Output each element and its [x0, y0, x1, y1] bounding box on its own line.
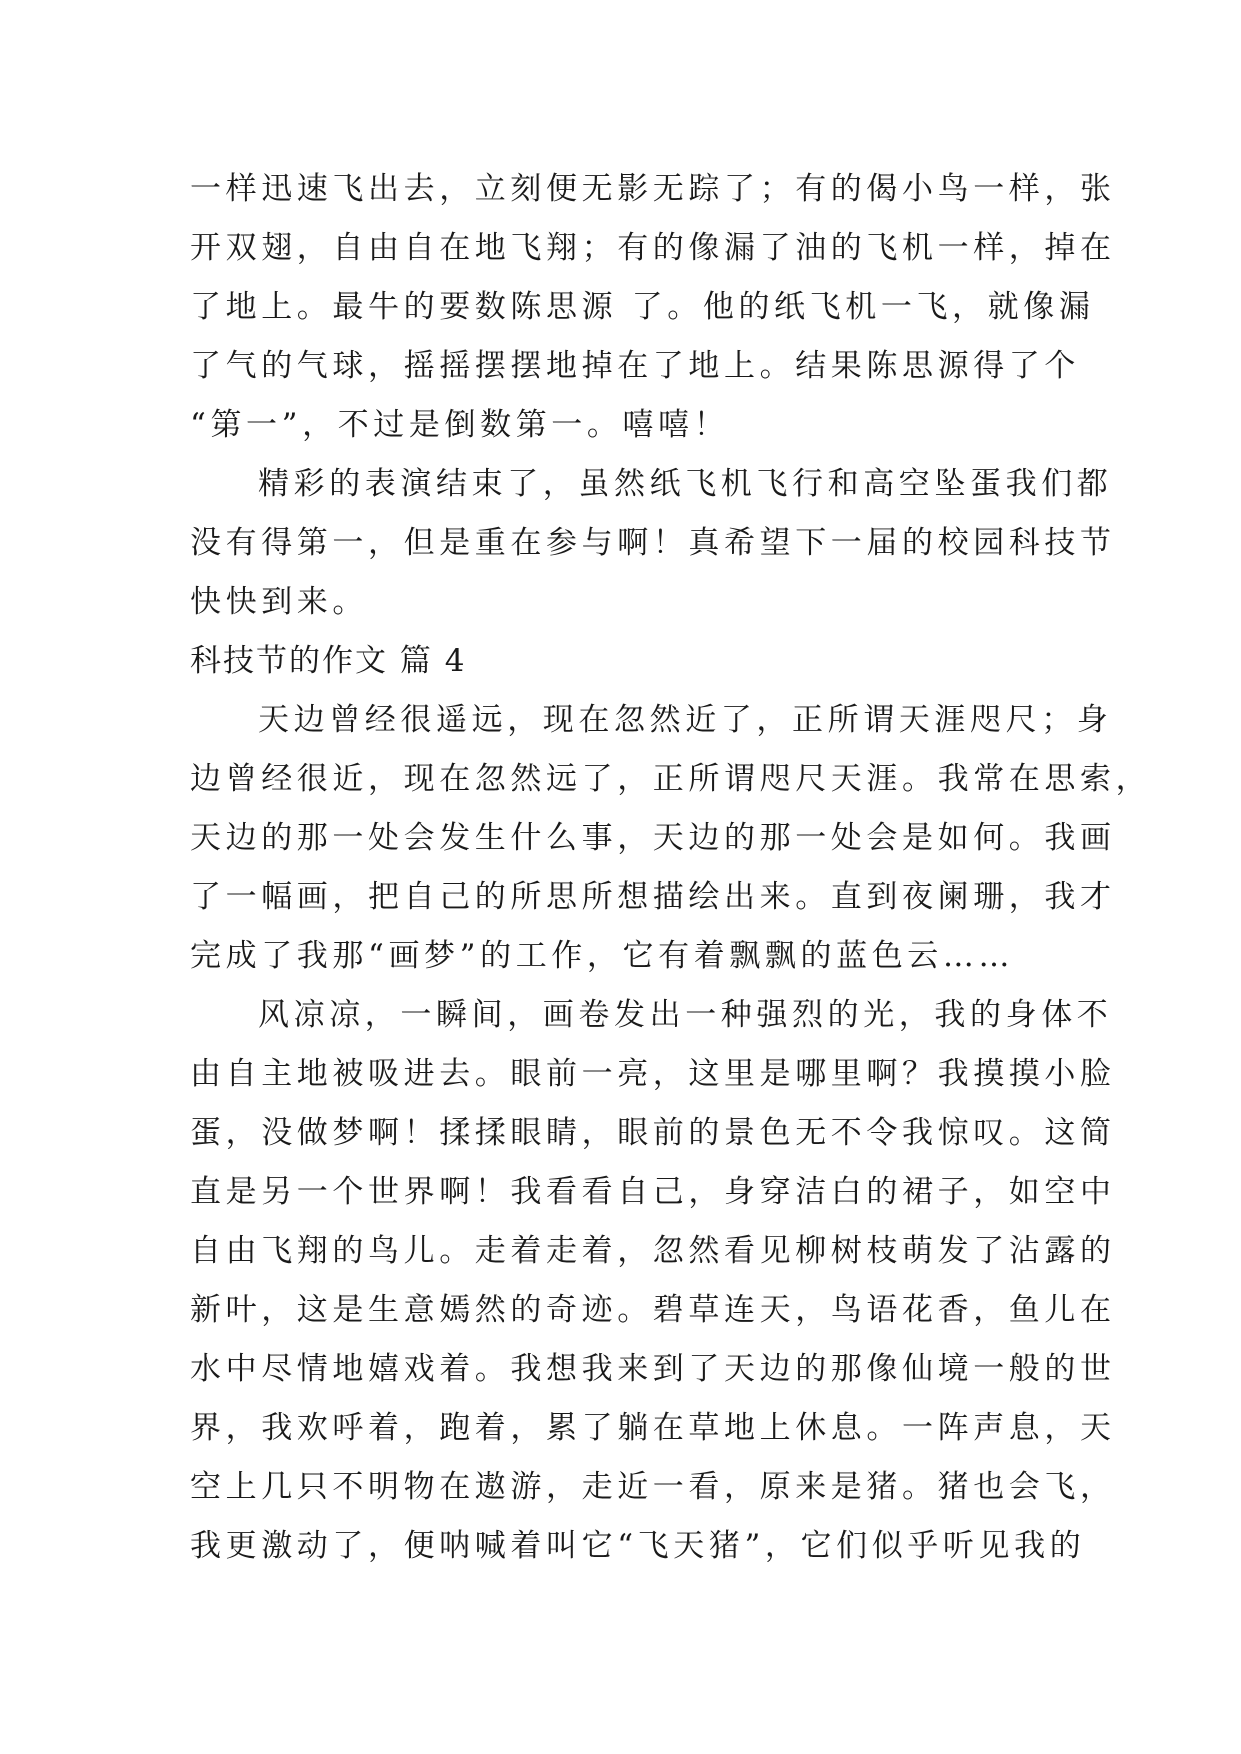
text-line: 开双翅，自由自在地飞翔；有的像漏了油的飞机一样，掉在: [190, 230, 1116, 266]
text-line: 由自主地被吸进去。眼前一亮，这里是哪里啊？我摸摸小脸: [190, 1056, 1116, 1092]
section-heading: 科技节的作文 篇 4: [190, 643, 467, 679]
text-line: 空上几只不明物在遨游，走近一看，原来是猪。猪也会飞，: [190, 1469, 1116, 1505]
text-line: 天边曾经很遥远，现在忽然近了，正所谓天涯咫尺；身: [258, 702, 1113, 738]
text-line: 了一幅画，把自己的所思所想描绘出来。直到夜阑珊，我才: [190, 879, 1116, 915]
text-line: 完成了我那“画梦”的工作，它有着飘飘的蓝色云……: [190, 938, 1015, 974]
text-line: 了地上。最牛的要数陈思源 了。他的纸飞机一飞，就像漏: [190, 289, 1095, 325]
text-line: 新叶，这是生意嫣然的奇迹。碧草连天，鸟语花香，鱼儿在: [190, 1292, 1116, 1328]
text-line: 界，我欢呼着，跑着，累了躺在草地上休息。一阵声息，天: [190, 1410, 1116, 1446]
text-line: 天边的那一处会发生什么事，天边的那一处会是如何。我画: [190, 820, 1116, 856]
text-line: 蛋，没做梦啊！揉揉眼睛，眼前的景色无不令我惊叹。这简: [190, 1115, 1116, 1151]
text-line: 快快到来。: [190, 584, 368, 620]
text-line: 边曾经很近，现在忽然远了，正所谓咫尺天涯。我常在思索，: [190, 761, 1152, 797]
text-line: 风凉凉，一瞬间，画卷发出一种强烈的光，我的身体不: [258, 997, 1113, 1033]
text-line: 我更激动了，便呐喊着叫它“飞天猪”，它们似乎听见我的: [190, 1528, 1086, 1564]
text-line: “第一”，不过是倒数第一。嘻嘻！: [190, 407, 730, 443]
document-body: [190, 160, 1152, 1576]
text-line: 直是另一个世界啊！我看看自己，身穿洁白的裙子，如空中: [190, 1174, 1116, 1210]
text-line: 精彩的表演结束了，虽然纸飞机飞行和高空坠蛋我们都: [258, 466, 1113, 502]
text-line: 自由飞翔的鸟儿。走着走着，忽然看见柳树枝萌发了沾露的: [190, 1233, 1116, 1269]
text-line: 了气的气球，摇摇摆摆地掉在了地上。结果陈思源得了个: [190, 348, 1080, 384]
text-line: 一样迅速飞出去，立刻便无影无踪了；有的偈小鸟一样，张: [190, 171, 1116, 207]
text-line: 没有得第一，但是重在参与啊！真希望下一届的校园科技节: [190, 525, 1116, 561]
text-line: 水中尽情地嬉戏着。我想我来到了天边的那像仙境一般的世: [190, 1351, 1116, 1387]
